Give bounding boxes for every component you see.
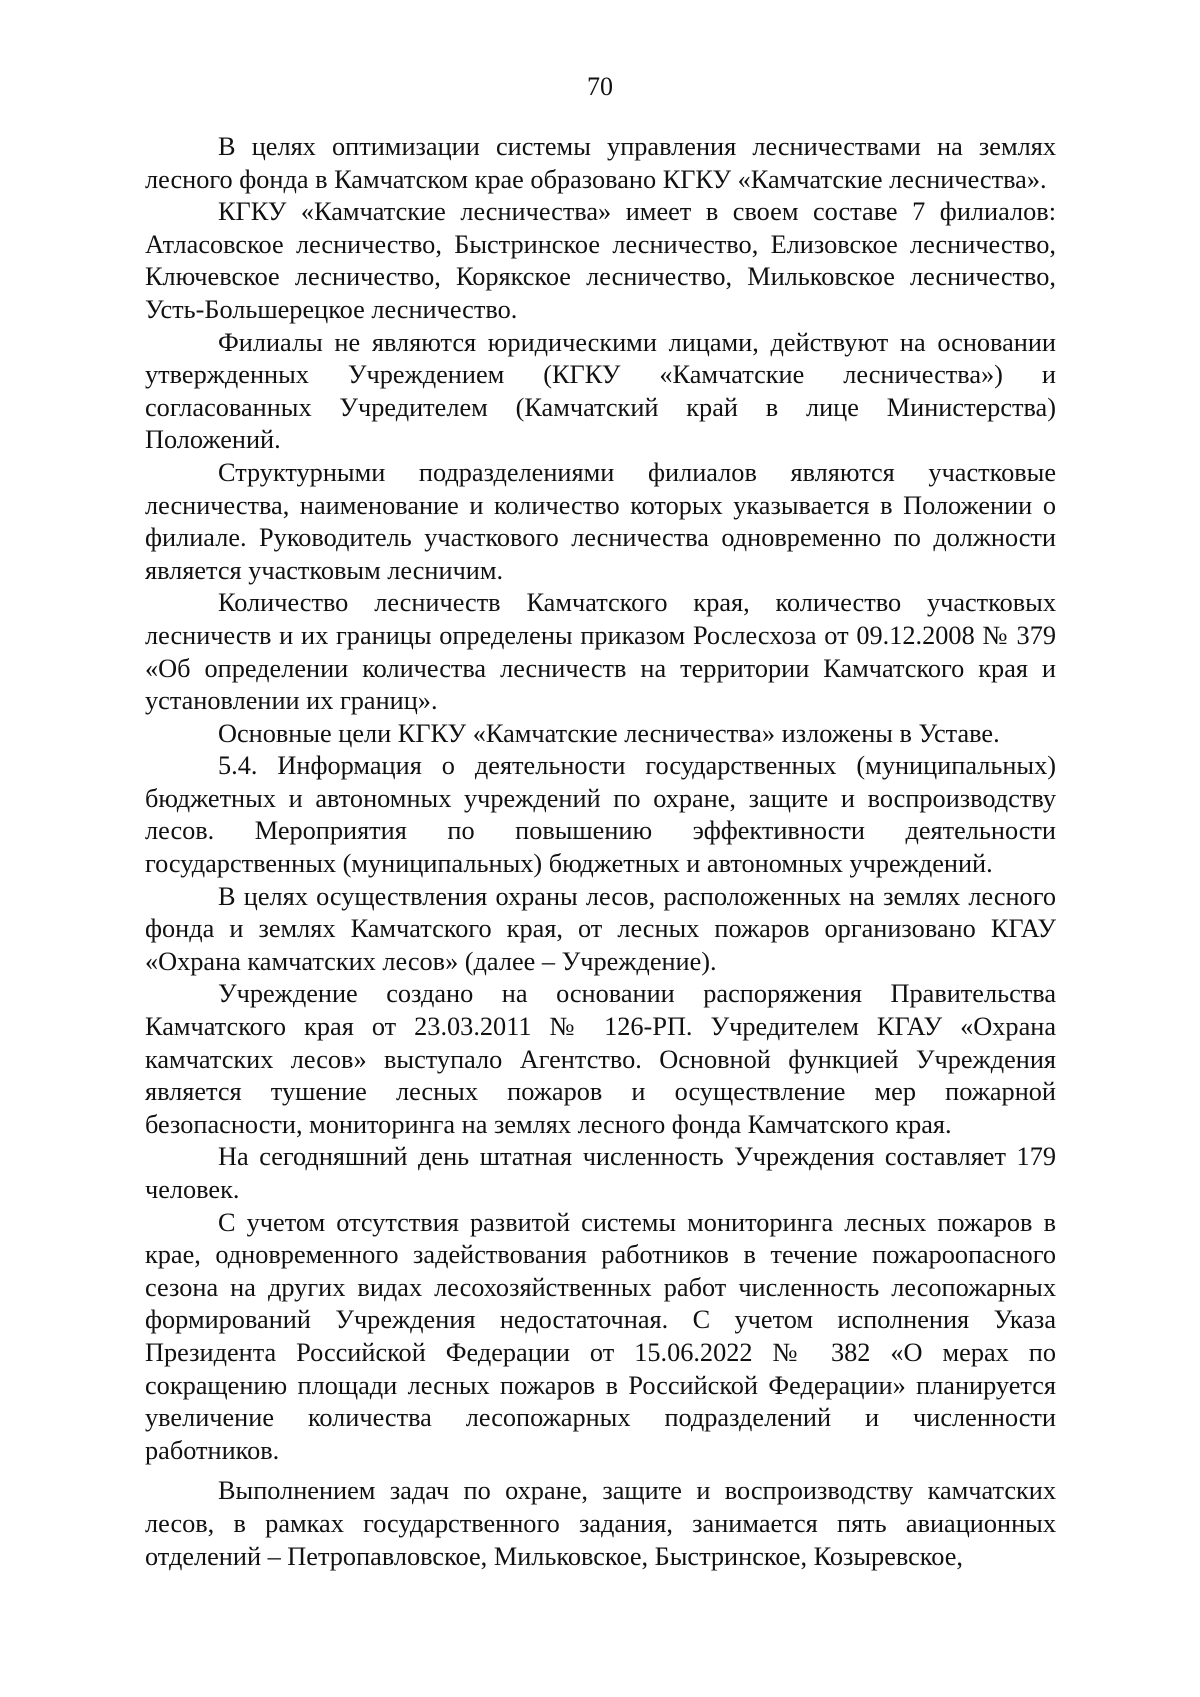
paragraph: КГКУ «Камчатские лесничества» имеет в своем составе 7 филиалов: Атласовское лесничество, Быстринское лесничество, Елизовское лесничество, Ключевское лесничество, Корякское лесничество, Мильковское лесничество, Усть-Большерецкое лесничество.: [145, 197, 1056, 324]
body-text: [145, 131, 1056, 1573]
paragraph: Выполнением задач по охране, защите и воспроизводству камчатских лесов, в рамках государственного задания, занимается пять авиационных отделений – Петропавловское, Мильковское, Быстринское, Козыревское,: [145, 1476, 1056, 1571]
paragraph: На сегодняшний день штатная численность Учреждения составляет 179 человек.: [145, 1142, 1056, 1204]
paragraph: Количество лесничеств Камчатского края, количество участковых лесничеств и их границы определены приказом Рослесхоза от 09.12.2008 № 379 «Об определении количества лесничеств на территории Камчатского края и установлении их границ».: [145, 588, 1056, 716]
paragraph: Учреждение создано на основании распоряжения Правительства Камчатского края от 23.03.2011 № 126-РП. Учредителем КГАУ «Охрана камчатских лесов» выступало Агентство. Основной функцией Учреждения является тушение лесных пожаров и осуществление мер пожарной безопасности, мониторинга на землях лесного фонда Камчатского края.: [145, 979, 1056, 1139]
page-number: 70: [587, 72, 613, 101]
paragraph: В целях осуществления охраны лесов, расположенных на землях лесного фонда и землях Камчатского края, от лесных пожаров организовано КГАУ «Охрана камчатских лесов» (далее – Учреждение).: [145, 881, 1056, 976]
paragraph: Филиалы не являются юридическими лицами, действуют на основании утвержденных Учреждением (КГКУ «Камчатские лесничества») и согласованных Учредителем (Камчатский край в лице Министерства) Положений.: [145, 327, 1056, 455]
paragraph: Основные цели КГКУ «Камчатские лесничества» изложены в Уставе.: [218, 718, 1000, 748]
section-heading-paragraph: 5.4. Информация о деятельности государственных (муниципальных) бюджетных и автономных учреждений по охране, защите и воспроизводству лесов. Мероприятия по повышению эффективности деятельности государственных (муниципальных) бюджетных и автономных учреждений.: [145, 751, 1056, 879]
paragraph: С учетом отсутствия развитой системы мониторинга лесных пожаров в крае, одновременного задействования работников в течение пожароопасного сезона на других видах лесохозяйственных работ численность лесопожарных формирований Учреждения недостаточная. С учетом исполнения Указа Президента Российской Федерации от 15.06.2022 № 382 «О мерах по сокращению площади лесных пожаров в Российской Федерации» планируется увеличение количества лесопожарных подразделений и численности работников.: [145, 1207, 1056, 1465]
paragraph: В целях оптимизации системы управления лесничествами на землях лесного фонда в Камчатском крае образовано КГКУ «Камчатские лесничества».: [145, 132, 1056, 194]
paragraph: Структурными подразделениями филиалов являются участковые лесничества, наименование и количество которых указывается в Положении о филиале. Руководитель участкового лесничества одновременно по должности является участковым лесничим.: [145, 457, 1056, 585]
